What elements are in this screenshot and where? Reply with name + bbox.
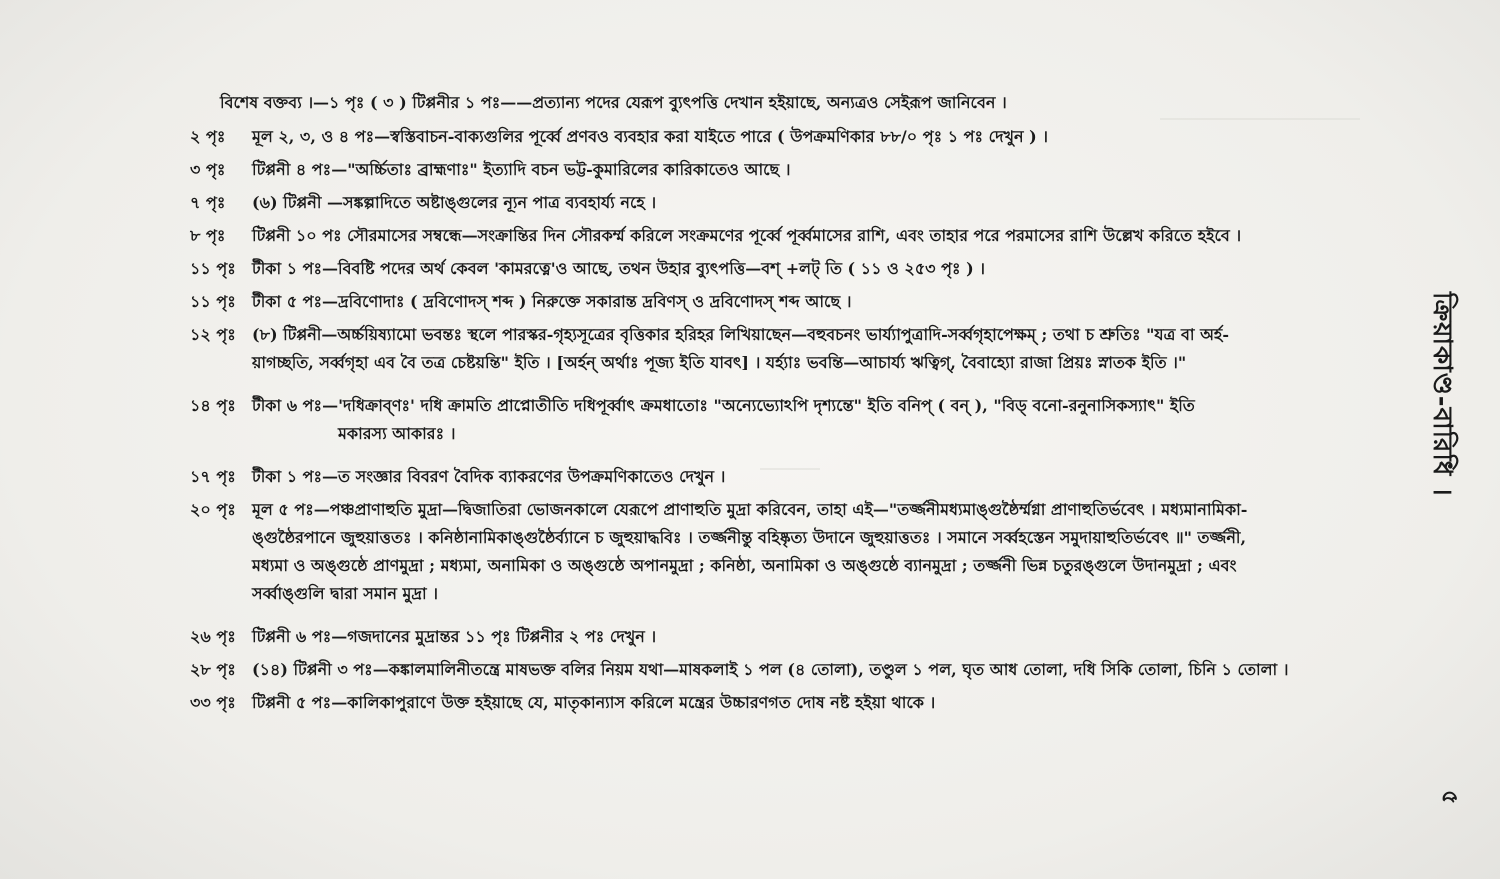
note-text xyxy=(252,656,1410,684)
spacer xyxy=(190,377,1410,387)
note-entry xyxy=(190,156,1410,184)
page-reference: ১১ পৃঃ xyxy=(190,292,236,311)
page-reference: ৭ পৃঃ xyxy=(190,193,226,212)
note-line: ঙ্গুষ্ঠৈরপানে জুহুয়াত্ততঃ । কনিষ্ঠানামিকাঙ্গুষ্ঠৈর্ব্যানে চ জুহুয়াদ্ধবিঃ । তর্জ্জনীন্তু বহিষ্কৃত্য উদানে জুহুয়াত্ততঃ । সমানে সর্ব্বহস্তেন সমুদায়াহুতির্ভবেৎ ॥" তর্জ্জনী, xyxy=(252,528,1247,547)
page-reference: ৮ পৃঃ xyxy=(190,226,226,245)
note-line: টীকা ৬ পঃ—'দধিক্রাব্ণঃ' দধি ক্রামতি প্রাপ্নোতীতি দধিপূর্ব্বাৎ ক্রমধাতোঃ "অন্যেভ্যোঽপি দৃশ্যন্তে" ইতি বনিপ্ ( বন্ ), "বিড্ বনো-রনুনাসিকস্যাৎ" ইতি xyxy=(252,396,1195,415)
spacer xyxy=(190,448,1410,458)
note-line: মূল ২, ৩, ও ৪ পঃ—স্বস্তিবাচন-বাক্যগুলির পূর্ব্বে প্রণবও ব্যবহার করা যাইতে পারে ( উপক্রমণিকার ৮৮/০ পৃঃ ১ পঃ দেখুন ) । xyxy=(252,127,1048,146)
note-entry xyxy=(190,656,1410,684)
page-reference: ১১ পৃঃ xyxy=(190,259,236,278)
page-reference: ১২ পৃঃ xyxy=(190,325,236,344)
running-title: ক্রিয়াকাণ্ড-বারিধি । xyxy=(1427,292,1457,497)
page-reference: ২৬ পৃঃ xyxy=(190,627,236,646)
note-text xyxy=(252,288,1410,316)
note-text xyxy=(252,463,1410,491)
note-line: য়াগচ্ছতি, সর্ব্বগৃহা এব বৈ তত্র চেষ্টয়ন্তি" ইতি । [অর্হন্ অর্থাঃ পূজ্য ইতি যাবৎ] । যর্হ্যাঃ ভবন্তি—আচার্য্য ঋত্বিগ্, বৈবাহ্যো রাজা প্রিয়ঃ স্নাতক ইতি ।" xyxy=(252,353,1187,372)
note-text xyxy=(252,496,1410,608)
page-reference: ২ পৃঃ xyxy=(190,127,226,146)
note-line: টীকা ১ পঃ—বিবষ্টি পদের অর্থ কেবল 'কামরত্নে'ও আছে, তথন উহার ব্যুৎপত্তি—বশ্ +লট্ তি ( ১১ ও ২৫৩ পৃঃ ) । xyxy=(252,259,985,278)
note-line: টিপ্পনী ৬ পঃ—গজদানের মুদ্রান্তর ১১ পৃঃ টিপ্পনীর ২ পঃ দেখুন । xyxy=(252,627,657,646)
note-entry xyxy=(190,123,1410,151)
note-text xyxy=(252,222,1410,250)
note-line: মূল ৫ পঃ—পঞ্চপ্রাণাহুতি মুদ্রা—দ্বিজাতিরা ভোজনকালে যেরূপে প্রাণাহুতি মুদ্রা করিবেন, তাহা এই—"তর্জ্জনীমধ্যমাঙ্গুষ্ঠৈর্ম্মগ্না প্রাণাহুতির্ভবেৎ । মধ্যমানামিকা- xyxy=(252,500,1248,519)
note-text xyxy=(252,321,1410,377)
note-line: (৬) টিপ্পনী —সঙ্কল্পাদিতে অষ্টাঙ্গুলের ন্যূন পাত্র ব্যবহার্য্য নহে । xyxy=(252,193,657,212)
page-reference: ৩ পৃঃ xyxy=(190,160,226,179)
page-reference: ২৮ পৃঃ xyxy=(190,660,236,679)
page-number: ৫ xyxy=(1437,790,1463,805)
note-text xyxy=(252,123,1410,151)
note-text xyxy=(252,392,1410,448)
note-line: (১৪) টিপ্পনী ৩ পঃ—কঙ্কালমালিনীতন্ত্রে মাষভক্ত বলির নিয়ম যথা—মাষকলাই ১ পল (৪ তোলা), তণ্ডুল ১ পল, ঘৃত আধ তোলা, দধি সিকি তোলা, চিনি ১ তোলা । xyxy=(252,660,1289,679)
note-text xyxy=(252,189,1410,217)
note-text xyxy=(252,156,1410,184)
intro-note: বিশেষ বক্তব্য ।—১ পৃঃ ( ৩ ) টিপ্পনীর ১ পঃ——প্রত্যান্য পদের যেরূপ ব্যুৎপত্তি দেখান হইয়াছে, অন্যত্রও সেইরূপ জানিবেন । xyxy=(220,93,1007,112)
note-text xyxy=(252,255,1410,283)
note-text xyxy=(252,623,1410,651)
note-line: টীকা ১ পঃ—ত সংজ্ঞার বিবরণ বৈদিক ব্যাকরণের উপক্রমণিকাতেও দেখুন । xyxy=(252,467,726,486)
note-entry xyxy=(190,623,1410,651)
note-line: মধ্যমা ও অঙ্গুষ্ঠে প্রাণমুদ্রা ; মধ্যমা, অনামিকা ও অঙ্গুষ্ঠে অপানমুদ্রা ; কনিষ্ঠা, অনামিকা ও অঙ্গুষ্ঠে ব্যানমুদ্রা ; তর্জ্জনী ভিন্ন চতুরঙ্গুলে উদানমুদ্রা ; এবং xyxy=(252,556,1237,575)
note-entry xyxy=(190,689,1410,717)
note-line: (৮) টিপ্পনী—অর্চ্চয়িষ্যামো ভবন্তঃ স্থলে পারস্কর-গৃহ্যসূত্রের বৃত্তিকার হরিহর লিখিয়াছেন—বহুবচনং ভার্য্যাপুত্রাদি-সর্ব্বগৃহাপেক্ষম্ ; তথা চ শ্রুতিঃ "যত্র বা অর্হ- xyxy=(252,325,1229,344)
spacer xyxy=(190,608,1410,618)
note-entry xyxy=(190,321,1410,377)
page-reference: ৩৩ পৃঃ xyxy=(190,693,236,712)
page-reference: ১৭ পৃঃ xyxy=(190,467,236,486)
note-entry xyxy=(190,222,1410,250)
note-line: টিপ্পনী ১০ পঃ সৌরমাসের সম্বন্ধে—সংক্রান্তির দিন সৌরকর্ম্ম করিলে সংক্রমণের পূর্ব্বে পূর্ব্বমাসের রাশি, এবং তাহার পরে পরমাসের রাশি উল্লেখ করিতে হইবে । xyxy=(252,226,1242,245)
note-text xyxy=(252,689,1410,717)
note-line: টিপ্পনী ৫ পঃ—কালিকাপুরাণে উক্ত হইয়াছে যে, মাতৃকান্যাস করিলে মন্ত্রের উচ্চারণগত দোষ নষ্ট হইয়া থাকে । xyxy=(252,693,936,712)
note-entry xyxy=(190,392,1410,448)
note-entry xyxy=(190,496,1410,608)
note-entry xyxy=(190,255,1410,283)
note-entry xyxy=(190,189,1410,217)
note-entry xyxy=(190,463,1410,491)
errata-notes xyxy=(190,88,1410,717)
page-reference: ১৪ পৃঃ xyxy=(190,396,236,415)
note-line: টিপ্পনী ৪ পঃ—"অর্চ্চিতাঃ ব্রাহ্মণাঃ" ইত্যাদি বচন ভট্ট-কুমারিলের কারিকাতেও আছে । xyxy=(252,160,791,179)
note-line: মকারস্য আকারঃ । xyxy=(338,424,456,443)
note-line: টীকা ৫ পঃ—দ্রবিণোদাঃ ( দ্রবিণোদস্ শব্দ ) নিরুক্তে সকারান্ত দ্রবিণস্ ও দ্রবিণোদস্ শব্দ আছে । xyxy=(252,292,852,311)
page-reference: ২০ পৃঃ xyxy=(190,500,236,519)
note-entry xyxy=(190,288,1410,316)
note-line: সর্ব্বাঙ্গুলি দ্বারা সমান মুদ্রা । xyxy=(252,584,438,603)
